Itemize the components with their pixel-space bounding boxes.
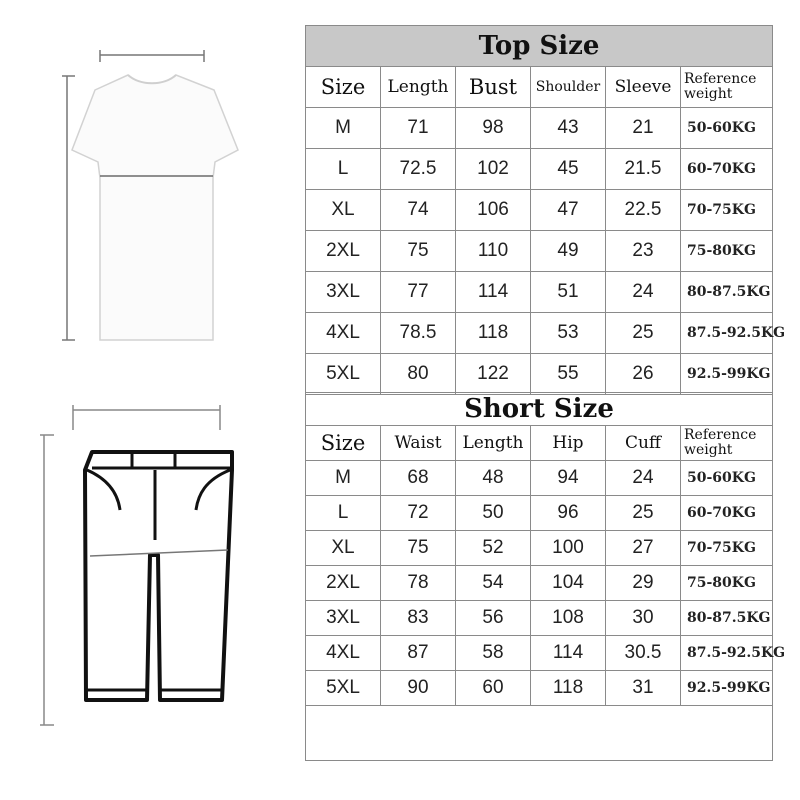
weight-cell: 80-87.5KG [681, 601, 773, 636]
table-row [306, 566, 773, 601]
weight-cell: 70-75KG [681, 531, 773, 566]
col-header-hip: Hip [531, 426, 606, 461]
table-row [306, 671, 773, 706]
garment-illustrations [0, 0, 300, 800]
size-cell: 5XL [306, 354, 381, 395]
bust-cell: 114 [456, 272, 531, 313]
waist-cell: 90 [381, 671, 456, 706]
cuff-cell: 27 [606, 531, 681, 566]
tshirt-icon [62, 50, 238, 340]
bust-cell: 106 [456, 190, 531, 231]
bust-cell: 110 [456, 231, 531, 272]
table-row [306, 636, 773, 671]
shorts-icon [40, 405, 232, 725]
length-cell: 72.5 [381, 149, 456, 190]
length-cell: 71 [381, 108, 456, 149]
length-cell: 56 [456, 601, 531, 636]
hip-cell: 96 [531, 496, 606, 531]
col-header-cuff: Cuff [606, 426, 681, 461]
top-size-table [305, 25, 786, 395]
length-cell: 54 [456, 566, 531, 601]
length-cell: 75 [381, 231, 456, 272]
weight-cell: 70-75KG [681, 190, 773, 231]
table-row [306, 354, 773, 395]
sleeve-cell: 21.5 [606, 149, 681, 190]
col-header-size: Size [306, 426, 381, 461]
cuff-cell: 31 [606, 671, 681, 706]
shoulder-cell: 45 [531, 149, 606, 190]
length-cell: 80 [381, 354, 456, 395]
short-size-title: Short Size [306, 393, 773, 426]
length-cell: 78.5 [381, 313, 456, 354]
col-header-reference-weight: Reference weight [681, 426, 773, 461]
shoulder-cell: 53 [531, 313, 606, 354]
weight-cell: 50-60KG [681, 461, 773, 496]
bust-cell: 98 [456, 108, 531, 149]
hip-cell: 108 [531, 601, 606, 636]
size-cell: 3XL [306, 272, 381, 313]
table-row [306, 601, 773, 636]
length-cell: 52 [456, 531, 531, 566]
bust-cell: 122 [456, 354, 531, 395]
sleeve-cell: 22.5 [606, 190, 681, 231]
table-row [306, 461, 773, 496]
col-header-reference-weight: Reference weight [681, 67, 773, 108]
size-cell: M [306, 461, 381, 496]
shoulder-cell: 55 [531, 354, 606, 395]
size-cell: 4XL [306, 313, 381, 354]
weight-cell: 60-70KG [681, 149, 773, 190]
col-header-length: Length [456, 426, 531, 461]
shoulder-cell: 47 [531, 190, 606, 231]
table-row [306, 108, 773, 149]
table-row [306, 313, 773, 354]
table-footer-space [306, 706, 773, 761]
sleeve-cell: 26 [606, 354, 681, 395]
cuff-cell: 30.5 [606, 636, 681, 671]
empty-footer-cell [306, 706, 773, 761]
table-row [306, 231, 773, 272]
waist-cell: 72 [381, 496, 456, 531]
table-row [306, 496, 773, 531]
waist-cell: 83 [381, 601, 456, 636]
size-cell: 5XL [306, 671, 381, 706]
size-cell: 2XL [306, 566, 381, 601]
table-row [306, 149, 773, 190]
col-header-length: Length [381, 67, 456, 108]
weight-cell: 87.5-92.5KG [681, 313, 773, 354]
shoulder-cell: 43 [531, 108, 606, 149]
bust-cell: 118 [456, 313, 531, 354]
hip-cell: 100 [531, 531, 606, 566]
cuff-cell: 29 [606, 566, 681, 601]
size-cell: L [306, 496, 381, 531]
length-cell: 74 [381, 190, 456, 231]
weight-cell: 75-80KG [681, 231, 773, 272]
hip-cell: 94 [531, 461, 606, 496]
col-header-waist: Waist [381, 426, 456, 461]
table-row [306, 190, 773, 231]
length-cell: 50 [456, 496, 531, 531]
hip-cell: 104 [531, 566, 606, 601]
weight-cell: 60-70KG [681, 496, 773, 531]
waist-cell: 75 [381, 531, 456, 566]
size-cell: 4XL [306, 636, 381, 671]
col-header-bust: Bust [456, 67, 531, 108]
sleeve-cell: 21 [606, 108, 681, 149]
length-cell: 58 [456, 636, 531, 671]
bust-cell: 102 [456, 149, 531, 190]
size-cell: XL [306, 531, 381, 566]
cuff-cell: 25 [606, 496, 681, 531]
shoulder-cell: 49 [531, 231, 606, 272]
waist-cell: 78 [381, 566, 456, 601]
col-header-shoulder: Shoulder [531, 67, 606, 108]
length-cell: 48 [456, 461, 531, 496]
length-cell: 60 [456, 671, 531, 706]
shoulder-cell: 51 [531, 272, 606, 313]
size-cell: M [306, 108, 381, 149]
weight-cell: 92.5-99KG [681, 671, 773, 706]
hip-cell: 114 [531, 636, 606, 671]
table-row [306, 272, 773, 313]
size-cell: XL [306, 190, 381, 231]
waist-cell: 68 [381, 461, 456, 496]
top-size-title: Top Size [306, 26, 773, 67]
weight-cell: 75-80KG [681, 566, 773, 601]
weight-cell: 87.5-92.5KG [681, 636, 773, 671]
weight-cell: 50-60KG [681, 108, 773, 149]
sleeve-cell: 23 [606, 231, 681, 272]
table-row [306, 531, 773, 566]
col-header-sleeve: Sleeve [606, 67, 681, 108]
size-cell: 3XL [306, 601, 381, 636]
cuff-cell: 24 [606, 461, 681, 496]
short-size-table [305, 392, 786, 761]
size-cell: L [306, 149, 381, 190]
weight-cell: 92.5-99KG [681, 354, 773, 395]
col-header-size: Size [306, 67, 381, 108]
hip-cell: 118 [531, 671, 606, 706]
waist-cell: 87 [381, 636, 456, 671]
size-cell: 2XL [306, 231, 381, 272]
cuff-cell: 30 [606, 601, 681, 636]
weight-cell: 80-87.5KG [681, 272, 773, 313]
sleeve-cell: 25 [606, 313, 681, 354]
sleeve-cell: 24 [606, 272, 681, 313]
length-cell: 77 [381, 272, 456, 313]
